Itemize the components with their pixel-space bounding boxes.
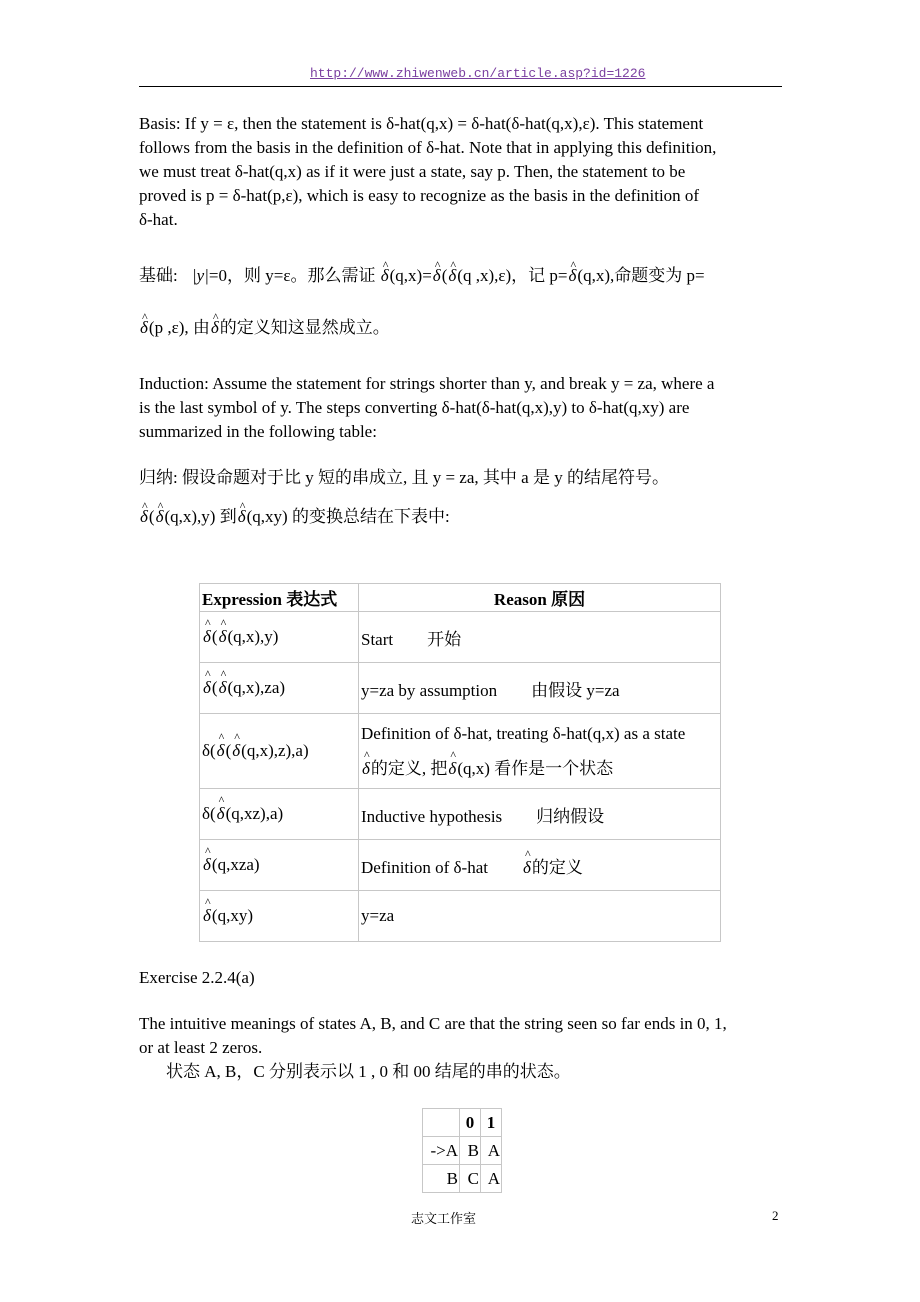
reason-cn: 的定义 xyxy=(531,857,583,877)
expression-cell xyxy=(200,663,359,714)
delta-hat-symbol: ^ δ xyxy=(522,858,532,878)
transition-table xyxy=(422,1108,502,1193)
header-rule xyxy=(139,86,782,87)
basis-cn-text-6: (p ,ε), 由 xyxy=(148,318,210,337)
expression-header: Expression 表达式 xyxy=(200,584,359,612)
table-row xyxy=(200,714,721,789)
basis-cn-text-2: (q,x)= xyxy=(389,266,432,285)
delta-hat-symbol: ^ δ xyxy=(568,264,578,288)
expression-cell xyxy=(200,789,359,840)
delta-hat-symbol: ^ δ xyxy=(139,316,149,340)
reason-en: Definition of δ-hat, treating δ-hat(q,x) as a state xyxy=(361,723,686,743)
delta-hat-symbol: ^ δ xyxy=(361,759,371,779)
basis-cn-text-4: (q ,x),ε)，记 p= xyxy=(457,266,568,285)
delta-hat-symbol: ^ δ xyxy=(202,906,212,926)
basis-cn-text-5: (q,x),命题变为 p= xyxy=(577,266,705,285)
induction-line-1: Induction: Assume the statement for strings shorter than y, and break y = za, where a xyxy=(139,374,715,393)
delta-hat-symbol: ^ δ xyxy=(202,855,212,875)
reason-cn: 开始 xyxy=(427,629,462,649)
reason-en: Inductive hypothesis xyxy=(361,806,503,826)
delta-hat-symbol: ^ δ xyxy=(380,264,390,288)
expression-cell xyxy=(200,891,359,942)
delta-hat-symbol: ^ δ xyxy=(155,505,165,529)
col-header: 1 xyxy=(481,1109,502,1137)
expression-cell xyxy=(200,612,359,663)
basis-cn-line-1 xyxy=(139,264,705,288)
derivation-table xyxy=(199,583,721,942)
transition-cell: A xyxy=(481,1165,502,1193)
induction-cn-text-b: (q,x),y) 到 xyxy=(164,507,237,526)
reason-cell xyxy=(359,789,721,840)
reason-en: Definition of δ-hat xyxy=(361,857,488,877)
exercise-title: Exercise 2.2.4(a) xyxy=(139,968,255,987)
expr-part-b: (q,xza) xyxy=(211,855,260,874)
basis-cn-line-2 xyxy=(139,316,390,340)
delta-hat-symbol: ^ δ xyxy=(218,627,228,647)
expr-part-b: (q,xy) xyxy=(211,906,253,925)
col-header: 0 xyxy=(460,1109,481,1137)
reason-header: Reason 原因 xyxy=(359,584,721,612)
delta-hat-symbol: ^ δ xyxy=(210,316,220,340)
transition-header-row xyxy=(423,1109,502,1137)
header-url-link[interactable]: http://www.zhiwenweb.cn/article.asp?id=1226 xyxy=(310,66,646,81)
corner-cell xyxy=(423,1109,460,1137)
delta-hat-symbol: ^ δ xyxy=(237,505,247,529)
delta-hat-symbol: ^ δ xyxy=(202,627,212,647)
exercise-cn: 状态 A, B，C 分别表示以 1 , 0 和 00 结尾的串的状态。 xyxy=(166,1062,571,1081)
basis-cn-text-3: ( xyxy=(441,266,448,285)
induction-cn-text-c: (q,xy) 的变换总结在下表中: xyxy=(246,507,450,526)
delta-hat-symbol: ^ δ xyxy=(447,264,457,288)
reason-en: y=za xyxy=(361,906,395,925)
delta-hat-symbol: ^ δ xyxy=(216,741,226,761)
basis-line-1: Basis: If y = ε, then the statement is δ-hat(q,x) = δ-hat(δ-hat(q,x),ε). This statement xyxy=(139,114,704,133)
delta-hat-symbol: ^ δ xyxy=(216,804,226,824)
table-header-row xyxy=(200,584,721,612)
reason-cn xyxy=(361,754,718,779)
delta-hat-symbol: ^ δ xyxy=(139,505,149,529)
transition-cell: A xyxy=(481,1137,502,1165)
expr-part-b: (q,xz),a) xyxy=(225,804,284,823)
y-norm: |y| xyxy=(191,266,209,285)
expr-part-a: ( xyxy=(211,627,218,646)
basis-line-2: follows from the basis in the definition of δ-hat. Note that in applying this definition, xyxy=(139,138,717,157)
expr-part-b: (q,x),za) xyxy=(227,678,286,697)
expr-part-b: (q,x),y) xyxy=(227,627,279,646)
expr-part-a: ( xyxy=(225,741,232,760)
page-number: 2 xyxy=(772,1208,779,1223)
transition-cell: C xyxy=(460,1165,481,1193)
expr-part-a: ( xyxy=(211,678,218,697)
basis-line-4: proved is p = δ-hat(p,ε), which is easy to recognize as the basis in the definition of xyxy=(139,186,700,205)
table-row xyxy=(200,789,721,840)
reason-cn-a: 的定义, 把 xyxy=(370,758,448,778)
delta-hat-symbol: ^ δ xyxy=(432,264,442,288)
induction-cn-line-2 xyxy=(139,505,450,529)
induction-cn-line-1: 归纳: 假设命题对于比 y 短的串成立, 且 y = za, 其中 a 是 y 的结尾符号。 xyxy=(139,468,669,487)
state-cell: B xyxy=(423,1165,460,1193)
basis-cn-text-1: =0，则 y=ε。那么需证 xyxy=(208,266,376,285)
reason-cell xyxy=(359,714,721,789)
reason-cell xyxy=(359,891,721,942)
expression-cell xyxy=(200,714,359,789)
expression-cell xyxy=(200,840,359,891)
transition-row xyxy=(423,1137,502,1165)
reason-cell xyxy=(359,663,721,714)
exercise-line-2: or at least 2 zeros. xyxy=(139,1038,263,1057)
reason-cn-b: (q,x) 看作是一个状态 xyxy=(457,758,614,778)
transition-row xyxy=(423,1165,502,1193)
reason-cn: 归纳假设 xyxy=(536,806,605,826)
delta-hat-symbol: ^ δ xyxy=(231,741,241,761)
footer-studio: 志文工作室 xyxy=(411,1211,477,1226)
induction-line-2: is the last symbol of y. The steps converting δ-hat(δ-hat(q,x),y) to δ-hat(q,xy) are xyxy=(139,398,690,417)
table-row xyxy=(200,663,721,714)
induction-cn-text-a: ( xyxy=(148,507,155,526)
basis-cn-label: 基础: xyxy=(139,266,178,285)
transition-cell: B xyxy=(460,1137,481,1165)
state-cell: ->A xyxy=(423,1137,460,1165)
expr-prefix: δ( xyxy=(202,804,216,823)
exercise-line-1: The intuitive meanings of states A, B, and C are that the string seen so far ends in 0, 1, xyxy=(139,1014,727,1033)
delta-hat-symbol: ^ δ xyxy=(202,678,212,698)
basis-cn-text-7: 的定义知这显然成立。 xyxy=(219,318,390,337)
table-row xyxy=(200,840,721,891)
expr-prefix: δ( xyxy=(202,741,216,760)
reason-cn: 由假设 y=za xyxy=(531,680,620,700)
induction-line-3: summarized in the following table: xyxy=(139,422,377,441)
table-row xyxy=(200,612,721,663)
delta-hat-symbol: ^ δ xyxy=(447,759,457,779)
delta-hat-symbol: ^ δ xyxy=(218,678,228,698)
basis-line-3: we must treat δ-hat(q,x) as if it were just a state, say p. Then, the statement to be xyxy=(139,162,686,181)
reason-en: y=za by assumption xyxy=(361,680,498,700)
table-row xyxy=(200,891,721,942)
reason-en: Start xyxy=(361,629,394,649)
expr-part-b: (q,x),z),a) xyxy=(241,741,309,760)
reason-cell xyxy=(359,840,721,891)
reason-cell xyxy=(359,612,721,663)
basis-line-5: δ-hat. xyxy=(139,210,178,229)
